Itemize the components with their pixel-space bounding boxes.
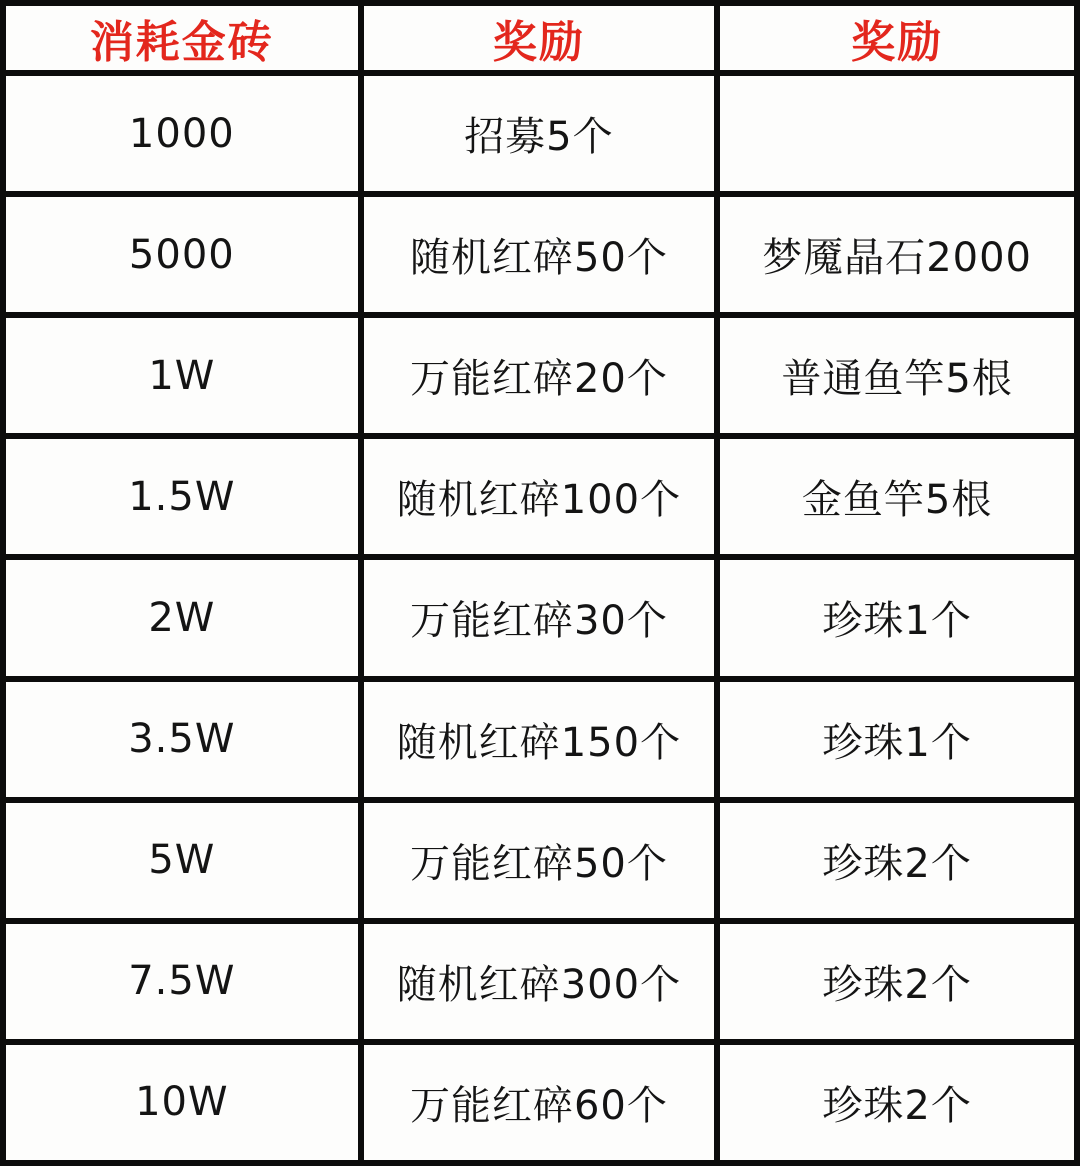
reward2-cell: 普通鱼竿5根 (717, 315, 1077, 436)
cost-cell: 7.5W (3, 921, 361, 1042)
table-row (3, 557, 1077, 678)
cost-cell: 3.5W (3, 679, 361, 800)
cost-cell: 2W (3, 557, 361, 678)
reward1-cell: 万能红碎50个 (361, 800, 718, 921)
reward1-cell: 随机红碎300个 (361, 921, 718, 1042)
header-cost: 消耗金砖 (3, 3, 361, 73)
header-reward1: 奖励 (361, 3, 718, 73)
cost-cell: 10W (3, 1042, 361, 1163)
reward2-cell (717, 73, 1077, 194)
reward2-cell: 珍珠2个 (717, 921, 1077, 1042)
reward1-cell: 招募5个 (361, 73, 718, 194)
reward1-cell: 万能红碎60个 (361, 1042, 718, 1163)
reward1-cell: 随机红碎50个 (361, 194, 718, 315)
table-header-row (3, 3, 1077, 73)
reward2-cell: 珍珠1个 (717, 557, 1077, 678)
cost-cell: 1.5W (3, 436, 361, 557)
table-row (3, 921, 1077, 1042)
reward1-cell: 万能红碎30个 (361, 557, 718, 678)
table-row (3, 73, 1077, 194)
header-reward2: 奖励 (717, 3, 1077, 73)
table-row (3, 315, 1077, 436)
cost-cell: 5000 (3, 194, 361, 315)
cost-cell: 5W (3, 800, 361, 921)
reward1-cell: 随机红碎150个 (361, 679, 718, 800)
table-body (3, 73, 1077, 1163)
table-row (3, 194, 1077, 315)
reward2-cell: 珍珠2个 (717, 800, 1077, 921)
reward2-cell: 金鱼竿5根 (717, 436, 1077, 557)
cost-cell: 1W (3, 315, 361, 436)
table-row (3, 679, 1077, 800)
reward2-cell: 珍珠2个 (717, 1042, 1077, 1163)
reward2-cell: 珍珠1个 (717, 679, 1077, 800)
table-row (3, 800, 1077, 921)
table-row (3, 1042, 1077, 1163)
reward1-cell: 万能红碎20个 (361, 315, 718, 436)
table-row (3, 436, 1077, 557)
reward1-cell: 随机红碎100个 (361, 436, 718, 557)
cost-cell: 1000 (3, 73, 361, 194)
reward2-cell: 梦魇晶石2000 (717, 194, 1077, 315)
